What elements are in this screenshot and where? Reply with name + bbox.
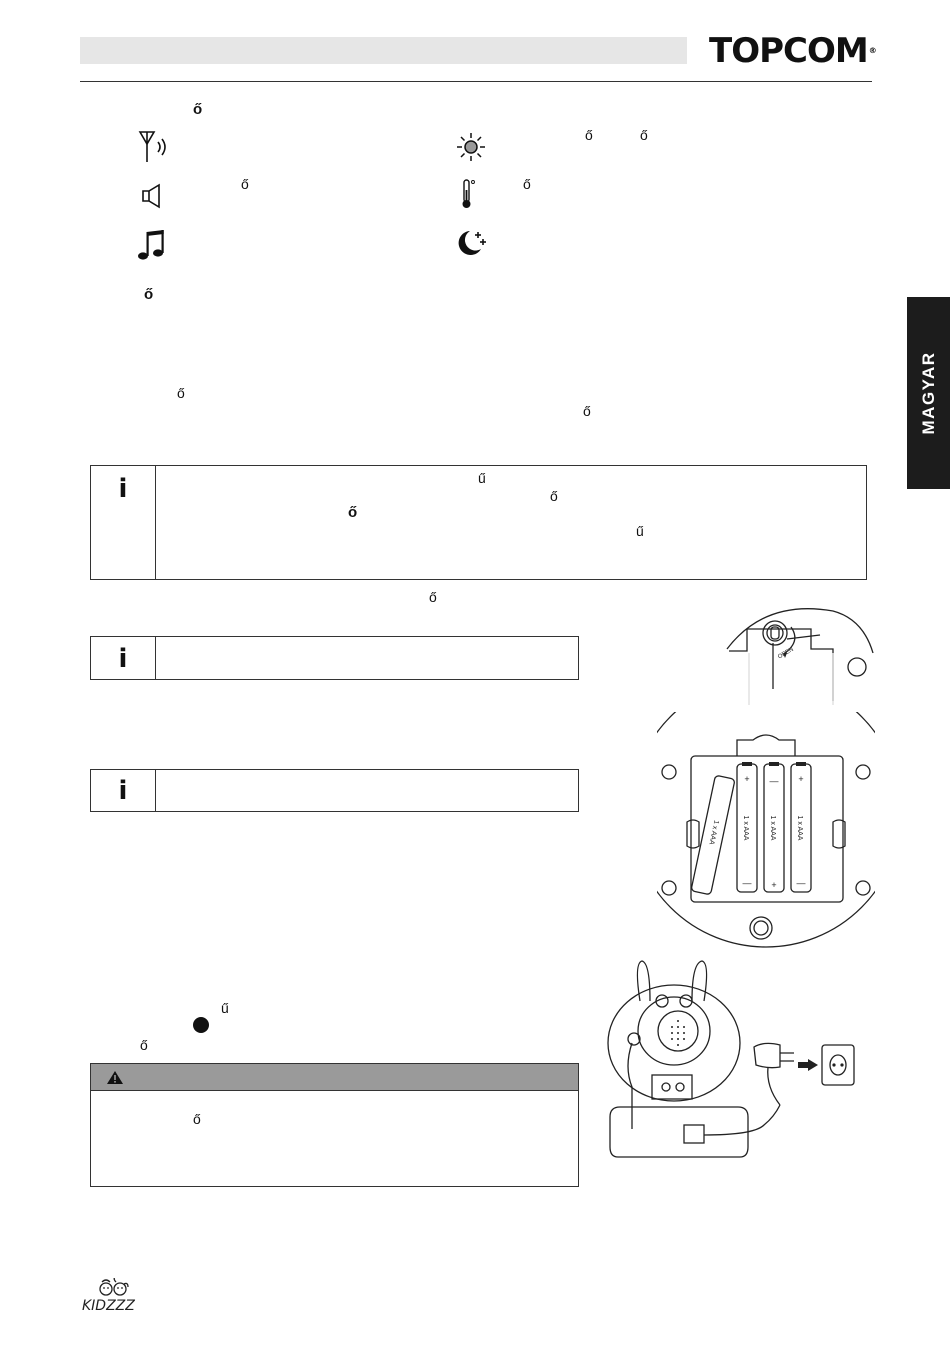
text-fragment: ő bbox=[348, 504, 358, 521]
kidzzz-logo bbox=[80, 1278, 152, 1314]
warning-header bbox=[91, 1064, 578, 1091]
brand-logo: TOPCOM® bbox=[709, 31, 876, 71]
text-fragment: ő bbox=[241, 176, 249, 192]
moon-stars-icon bbox=[456, 228, 488, 258]
info-note bbox=[90, 769, 579, 812]
svg-text:+: + bbox=[744, 774, 750, 784]
text-fragment: ő bbox=[193, 101, 203, 118]
warning-note bbox=[90, 1063, 579, 1187]
text-fragment: ő bbox=[523, 176, 531, 192]
text-fragment: ő bbox=[193, 1111, 201, 1127]
text-fragment: ű bbox=[478, 470, 486, 486]
kidzzz-logo-text: KIDZZZ bbox=[82, 1298, 135, 1314]
svg-text:+: + bbox=[798, 774, 804, 784]
battery-compartment-illustration bbox=[657, 712, 875, 952]
info-icon: i bbox=[118, 644, 128, 674]
text-fragment: ő bbox=[585, 127, 593, 143]
text-fragment: ő bbox=[177, 385, 185, 401]
text-fragment: ő bbox=[140, 1037, 148, 1053]
svg-text:—: — bbox=[769, 776, 779, 786]
text-fragment: ű bbox=[636, 523, 644, 539]
info-note bbox=[90, 465, 867, 580]
info-column bbox=[91, 770, 156, 811]
battery-cover-illustration bbox=[725, 603, 875, 705]
text-fragment: ő bbox=[429, 589, 437, 605]
text-fragment: ű bbox=[221, 1000, 229, 1016]
antenna-icon bbox=[136, 128, 170, 164]
svg-text:—: — bbox=[742, 878, 752, 888]
battery-label: 1 x AAA bbox=[796, 815, 803, 841]
cover-open-label: OPEN bbox=[777, 646, 795, 661]
button-dot-icon bbox=[192, 1016, 210, 1034]
header-bar bbox=[80, 37, 687, 64]
baby-unit-power-illustration bbox=[604, 957, 870, 1165]
battery-label: 1 x AAA bbox=[769, 815, 776, 841]
header-rule bbox=[80, 81, 872, 82]
warning-triangle-icon bbox=[106, 1070, 124, 1085]
thermometer-icon bbox=[458, 178, 478, 210]
svg-text:—: — bbox=[796, 878, 806, 888]
speaker-icon bbox=[141, 183, 163, 209]
music-note-icon bbox=[136, 228, 166, 262]
text-fragment: ő bbox=[550, 488, 558, 504]
svg-text:+: + bbox=[771, 880, 777, 890]
text-fragment: ő bbox=[583, 403, 591, 419]
battery-label: 1 x AAA bbox=[707, 819, 720, 846]
info-column bbox=[91, 466, 156, 579]
info-note bbox=[90, 636, 579, 680]
battery-label: 1 x AAA bbox=[742, 815, 749, 841]
text-fragment: ő bbox=[144, 286, 154, 303]
text-fragment: ő bbox=[640, 127, 648, 143]
language-tab: MAGYAR bbox=[907, 297, 950, 489]
info-icon: i bbox=[118, 776, 128, 806]
info-icon: i bbox=[118, 474, 128, 504]
night-light-sun-icon bbox=[456, 132, 486, 162]
info-column bbox=[91, 637, 156, 679]
